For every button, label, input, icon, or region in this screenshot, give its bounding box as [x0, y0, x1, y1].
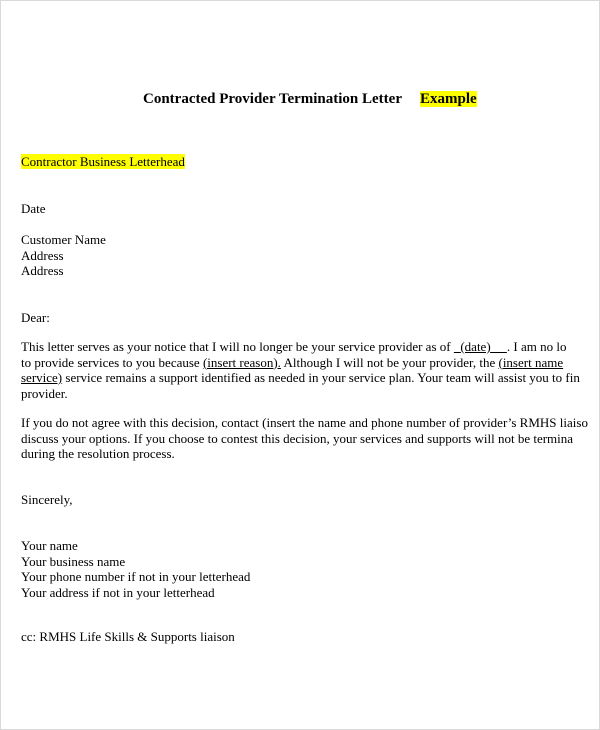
date-placeholder: (date)	[460, 339, 491, 354]
paragraph-notice	[21, 339, 580, 401]
paragraph-line	[21, 355, 580, 371]
closing: Sincerely,	[21, 492, 73, 507]
service-placeholder: service)	[21, 370, 63, 385]
date-blank	[454, 339, 507, 354]
salutation: Dear:	[21, 310, 50, 325]
date-line: Date	[21, 201, 46, 216]
paragraph-line: provider.	[21, 385, 68, 401]
address-line: Customer Name	[21, 232, 106, 247]
signature-line: Your business name	[21, 553, 126, 569]
address-block	[21, 232, 106, 279]
paragraph-line: discuss your options. If you choose to contest this decision, your services and supports will not be termina	[21, 430, 574, 446]
address-line: Address	[21, 263, 64, 278]
text-run: Although I will not be your provider, the	[280, 354, 499, 370]
letter-title	[143, 92, 477, 108]
text-run: to provide services to you because	[21, 354, 203, 370]
example-tag: Example	[419, 91, 477, 107]
title-text: Contracted Provider Termination Letter	[143, 91, 402, 107]
signature-line: Your phone number if not in your letterhead	[21, 569, 251, 584]
paragraph-line: If you do not agree with this decision, contact (insert the name and phone number of provider’s RMHS liaiso	[21, 415, 588, 430]
cc-line: cc: RMHS Life Skills & Supports liaison	[21, 629, 235, 644]
name-placeholder: (insert name	[498, 354, 564, 370]
signature-block	[21, 538, 250, 600]
text-run: service remains a support identified as needed in your service plan. Your team will assist you to fin	[62, 370, 580, 385]
signature-line: Your name	[21, 538, 78, 553]
signature-line: Your address if not in your letterhead	[21, 584, 215, 600]
reason-placeholder: (insert reason).	[202, 354, 281, 370]
paragraph-line: during the resolution process.	[21, 446, 175, 461]
letterhead-placeholder	[21, 154, 185, 170]
letterhead-text: Contractor Business Letterhead	[21, 154, 185, 169]
text-run: This letter serves as your notice that I will no longer be your service provider as of	[21, 339, 454, 354]
paragraph-line	[21, 370, 580, 386]
address-line: Address	[21, 247, 64, 263]
paragraph-line	[21, 339, 580, 355]
text-run: . I am no lo	[506, 339, 567, 354]
paragraph-contest	[21, 415, 588, 462]
